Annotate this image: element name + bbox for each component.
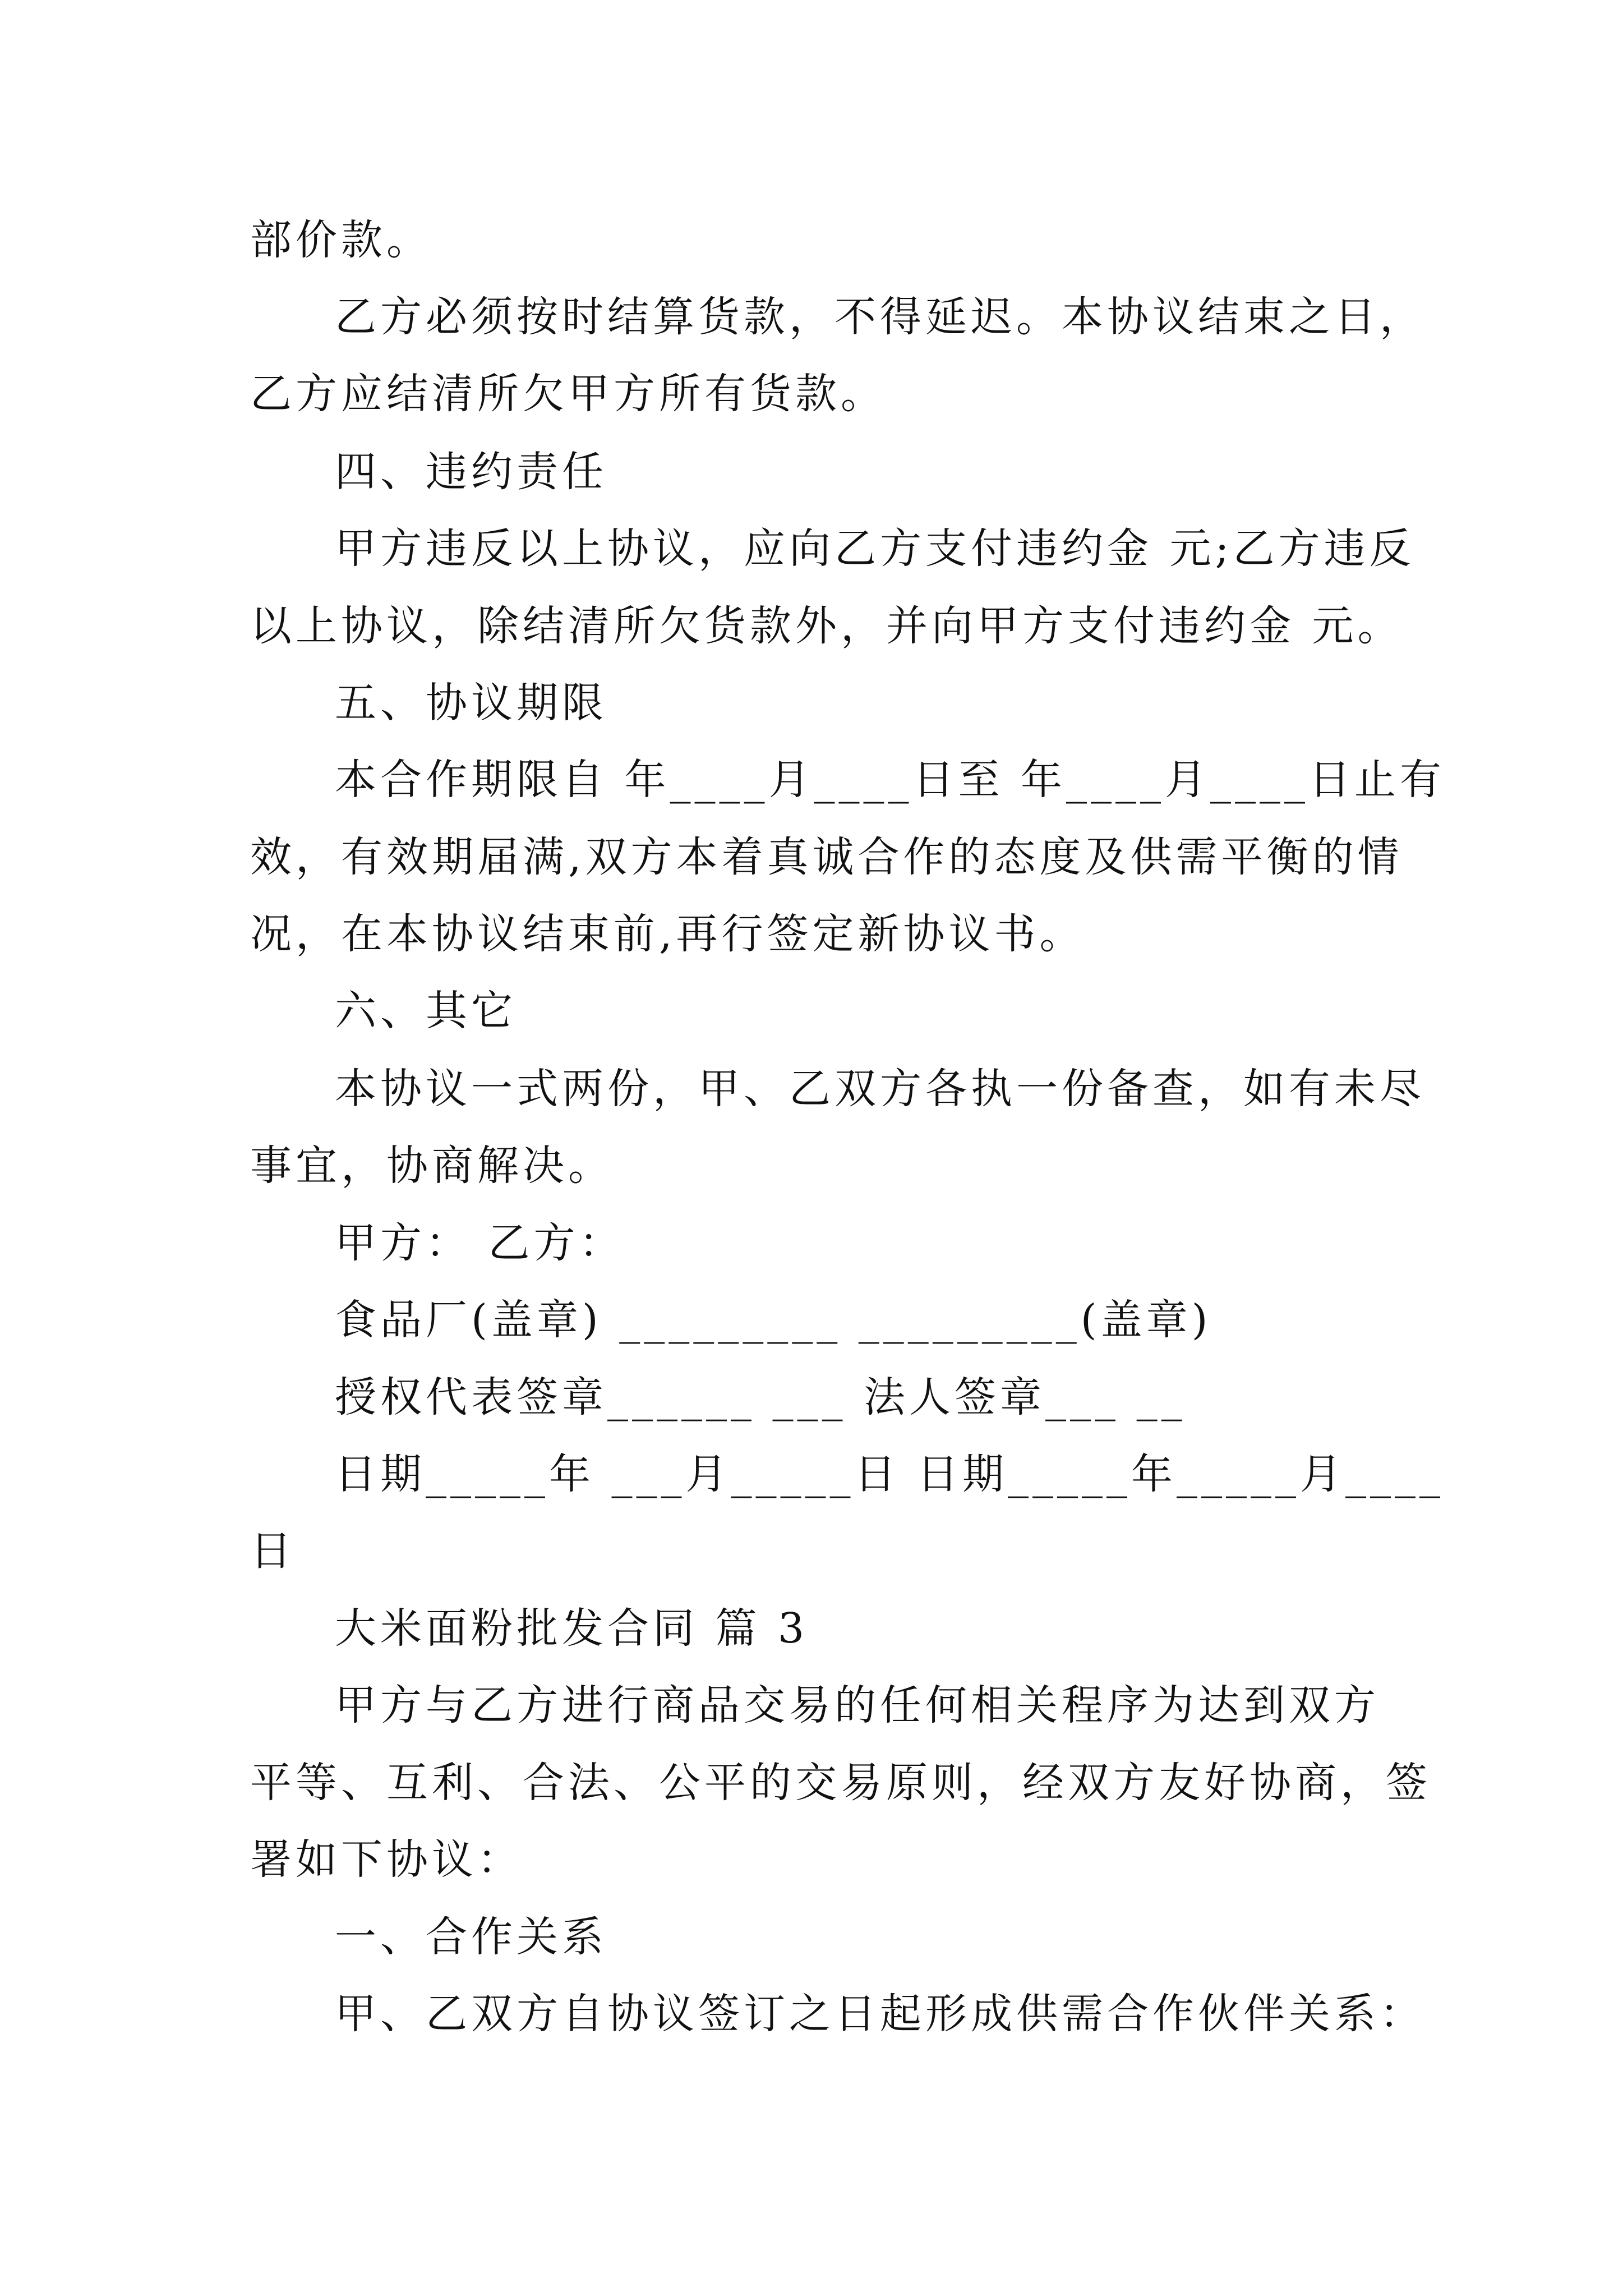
text-line-term: 本合作期限自 年____月____日至 年____月____日止有 xyxy=(335,756,1446,804)
section-heading-term: 五、协议期限 xyxy=(335,679,607,727)
signature-date: 日期_____年 ___月_____日 日期_____年_____月____ xyxy=(335,1450,1445,1498)
text-line-breach: 甲方违反以上协议，应向乙方支付违约金 元;乙方违反 xyxy=(335,524,1415,573)
contract-title: 大米面粉批发合同 篇 3 xyxy=(335,1604,809,1653)
text-line-payment: 乙方必须按时结算货款，不得延迟。本协议结束之日， xyxy=(335,293,1425,341)
section-heading-breach: 四、违约责任 xyxy=(335,448,607,496)
signature-parties: 甲方： 乙方： xyxy=(335,1219,625,1267)
section-heading-other: 六、其它 xyxy=(335,987,517,1035)
text-line-continuation: 部价款。 xyxy=(250,216,432,264)
text-line-preamble-cont: 平等、互利、合法、公平的交易原则，经双方友好协商，签 xyxy=(250,1759,1431,1807)
section-heading-cooperation: 一、合作关系 xyxy=(335,1913,607,1961)
signature-seal: 食品厂(盖章) _________ _________(盖章) xyxy=(335,1296,1212,1344)
text-line-cooperation: 甲、乙双方自协议签订之日起形成供需合作伙伴关系： xyxy=(335,1990,1425,2038)
signature-date-cont: 日 xyxy=(250,1527,296,1575)
text-line-breach-cont: 以上协议，除结清所欠货款外，并向甲方支付违约金 元。 xyxy=(250,602,1403,650)
text-line-other-cont: 事宜，协商解决。 xyxy=(250,1142,614,1190)
text-line-payment-cont: 乙方应结清所欠甲方所有货款。 xyxy=(250,370,886,418)
text-line-term-cont: 效，有效期届满,双方本着真诚合作的态度及供需平衡的情 xyxy=(250,833,1403,881)
text-line-term-cont-2: 况，在本协议结束前,再行签定新协议书。 xyxy=(250,910,1085,958)
signature-representative: 授权代表签章______ ___ 法人签章___ __ xyxy=(335,1373,1186,1421)
text-line-preamble: 甲方与乙方进行商品交易的任何相关程序为达到双方 xyxy=(335,1681,1380,1729)
text-line-other: 本协议一式两份，甲、乙双方各执一份备查，如有未尽 xyxy=(335,1065,1425,1113)
text-line-preamble-cont-2: 署如下协议： xyxy=(250,1835,523,1884)
